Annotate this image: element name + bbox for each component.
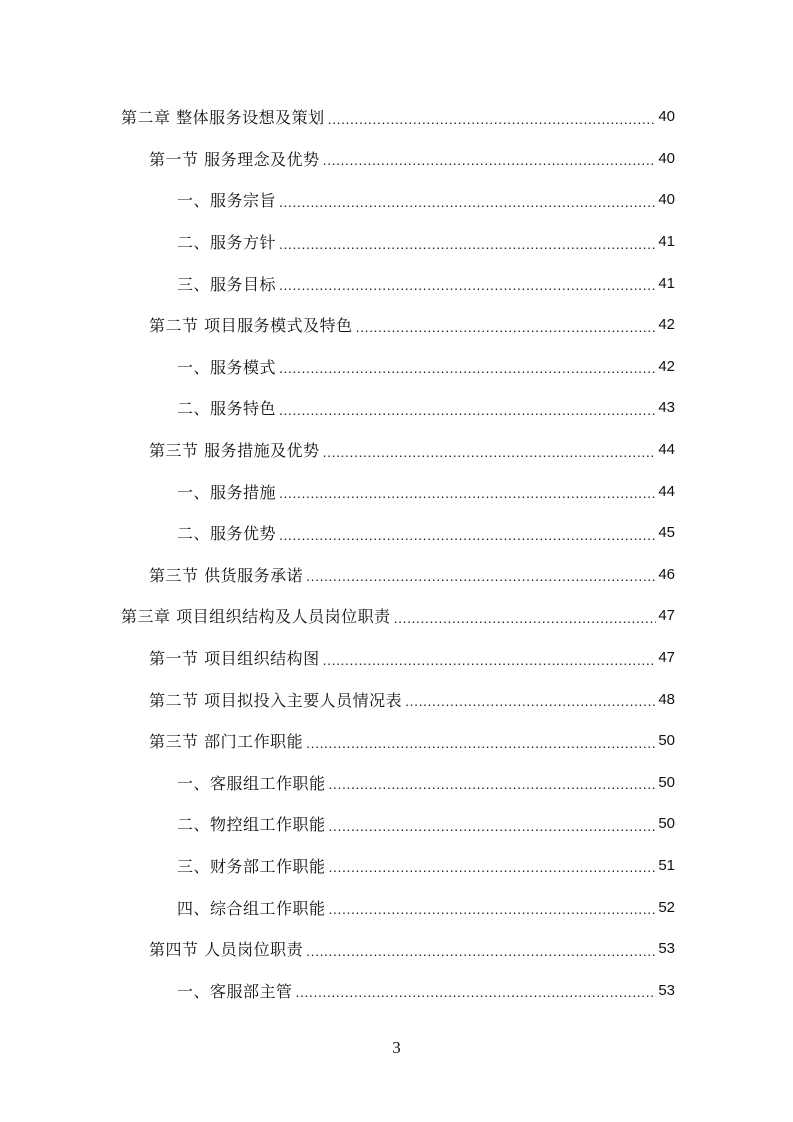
toc-entry[interactable]: [0, 595, 793, 637]
toc-dot-leader: [279, 194, 656, 210]
toc-entry-title: 第一节 服务理念及优势: [149, 149, 320, 169]
toc-entry-page: 41: [658, 233, 675, 251]
toc-entry-page: 50: [658, 732, 675, 750]
toc-entry-title: 二、服务优势: [177, 524, 277, 544]
toc-entry[interactable]: [0, 720, 793, 762]
toc-entry-page: 53: [658, 940, 675, 958]
toc-entry-page: 46: [658, 565, 675, 583]
toc-dot-leader: [279, 402, 656, 418]
toc-dot-leader: [306, 735, 656, 751]
toc-entry-title: 第三节 服务措施及优势: [149, 441, 320, 461]
toc-entry-title: 一、客服部主管: [177, 981, 293, 1001]
toc-entry-page: 51: [658, 856, 675, 874]
toc-entry[interactable]: [0, 762, 793, 804]
toc-entry-title: 四、综合组工作职能: [177, 898, 326, 918]
toc-entry[interactable]: [0, 262, 793, 304]
toc-dot-leader: [279, 277, 656, 293]
toc-entry-page: 44: [658, 441, 675, 459]
toc-dot-leader: [329, 859, 657, 875]
toc-entry-page: 42: [658, 316, 675, 334]
toc-entry-page: 47: [658, 607, 675, 625]
toc-entry[interactable]: [0, 845, 793, 887]
toc-entry-page: 52: [658, 898, 675, 916]
toc-entry[interactable]: [0, 429, 793, 471]
toc-entry-page: 42: [658, 357, 675, 375]
toc-entry-page: 40: [658, 149, 675, 167]
toc-dot-leader: [323, 652, 657, 668]
toc-entry-page: 48: [658, 690, 675, 708]
toc-dot-leader: [306, 943, 656, 959]
toc-dot-leader: [394, 610, 657, 626]
toc-entry-page: 50: [658, 773, 675, 791]
toc-entry-page: 45: [658, 524, 675, 542]
toc-entry-title: 第三章 项目组织结构及人员岗位职责: [121, 607, 391, 627]
toc-entry-title: 第四节 人员岗位职责: [149, 940, 304, 960]
toc-dot-leader: [323, 152, 657, 168]
toc-entry[interactable]: [0, 179, 793, 221]
toc-entry[interactable]: [0, 138, 793, 180]
toc-entry-title: 第一节 项目组织结构图: [149, 649, 320, 669]
toc-entry[interactable]: [0, 346, 793, 388]
toc-entry[interactable]: [0, 96, 793, 138]
toc-entry[interactable]: [0, 637, 793, 679]
toc-dot-leader: [328, 111, 657, 127]
toc-dot-leader: [329, 901, 657, 917]
toc-dot-leader: [306, 568, 656, 584]
toc-dot-leader: [279, 485, 656, 501]
toc-entry-page: 40: [658, 108, 675, 126]
toc-entry[interactable]: [0, 969, 793, 1011]
toc-entry-page: 53: [658, 981, 675, 999]
toc-entry-title: 三、财务部工作职能: [177, 856, 326, 876]
toc-entry-title: 一、服务措施: [177, 482, 277, 502]
toc-dot-leader: [329, 776, 657, 792]
toc-dot-leader: [296, 984, 657, 1000]
toc-entry-page: 47: [658, 649, 675, 667]
toc-dot-leader: [405, 693, 656, 709]
toc-entry-title: 第二节 项目服务模式及特色: [149, 316, 353, 336]
toc-entry[interactable]: [0, 512, 793, 554]
toc-entry[interactable]: [0, 928, 793, 970]
table-of-contents: [0, 96, 793, 1011]
toc-entry[interactable]: [0, 554, 793, 596]
toc-entry[interactable]: [0, 470, 793, 512]
toc-entry-title: 二、服务特色: [177, 399, 277, 419]
toc-entry-title: 二、物控组工作职能: [177, 815, 326, 835]
toc-entry[interactable]: [0, 678, 793, 720]
toc-entry-title: 三、服务目标: [177, 274, 277, 294]
toc-entry-page: 50: [658, 815, 675, 833]
toc-entry-title: 第三节 供货服务承诺: [149, 565, 304, 585]
toc-dot-leader: [279, 360, 656, 376]
toc-entry[interactable]: [0, 886, 793, 928]
toc-entry-page: 43: [658, 399, 675, 417]
toc-entry-title: 一、客服组工作职能: [177, 773, 326, 793]
toc-entry[interactable]: [0, 387, 793, 429]
toc-entry-title: 第二章 整体服务设想及策划: [121, 108, 325, 128]
toc-dot-leader: [279, 236, 656, 252]
toc-entry[interactable]: [0, 304, 793, 346]
toc-entry-page: 41: [658, 274, 675, 292]
toc-entry[interactable]: [0, 803, 793, 845]
toc-dot-leader: [279, 527, 656, 543]
toc-entry-title: 一、服务模式: [177, 357, 277, 377]
toc-entry-title: 第三节 部门工作职能: [149, 732, 304, 752]
toc-dot-leader: [323, 444, 657, 460]
toc-entry[interactable]: [0, 221, 793, 263]
toc-entry-title: 一、服务宗旨: [177, 191, 277, 211]
toc-entry-title: 二、服务方针: [177, 233, 277, 253]
toc-entry-title: 第二节 项目拟投入主要人员情况表: [149, 690, 403, 710]
toc-dot-leader: [356, 319, 657, 335]
toc-entry-page: 40: [658, 191, 675, 209]
toc-entry-page: 44: [658, 482, 675, 500]
page-number: 3: [392, 1038, 401, 1057]
toc-dot-leader: [329, 818, 657, 834]
